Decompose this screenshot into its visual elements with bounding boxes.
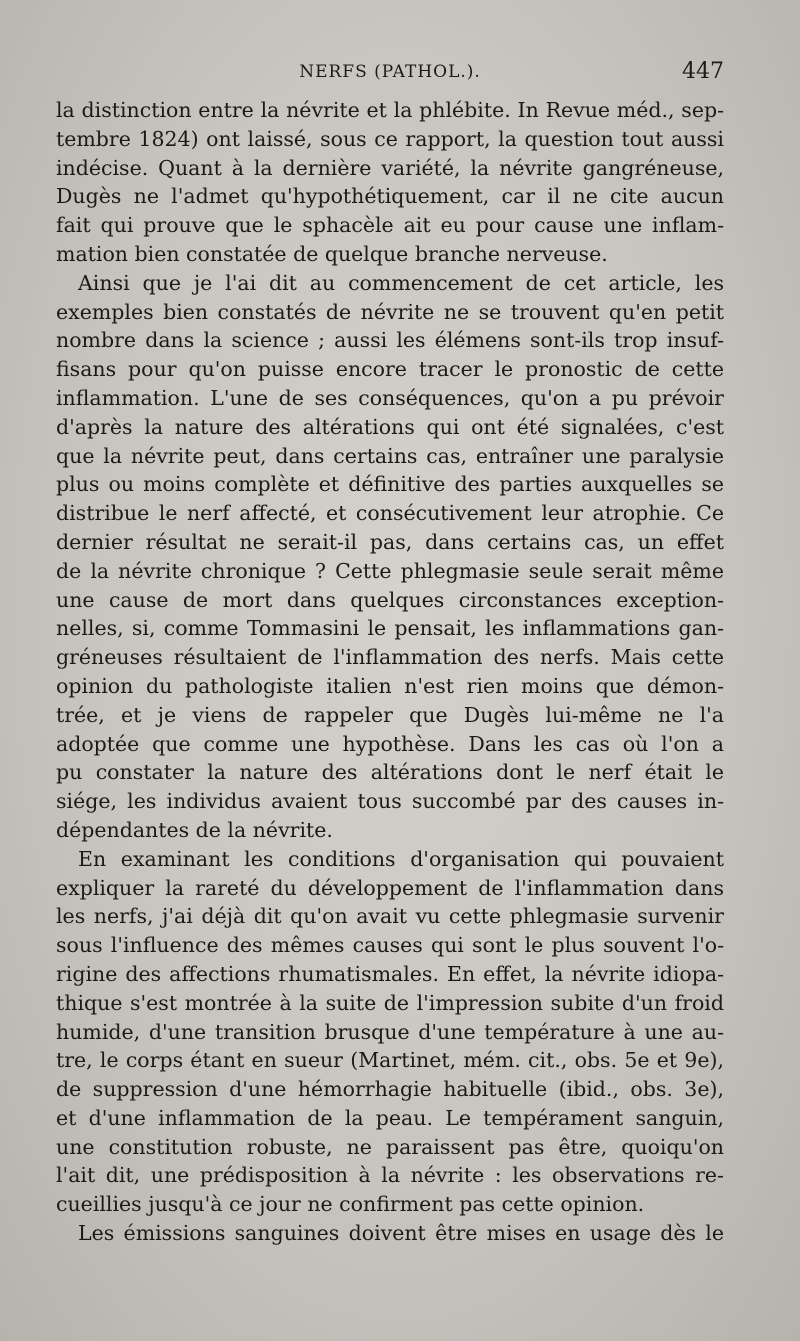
running-head: NERFS (PATHOL.). xyxy=(299,62,481,82)
text-line: tre, le corps étant en sueur (Martinet, mém. cit., obs. 5e et 9e), xyxy=(56,1048,724,1073)
text-line: distribue le nerf affecté, et consécutivement leur atrophie. Ce xyxy=(56,501,724,526)
text-line: gréneuses résultaient de l'inflammation des nerfs. Mais cette xyxy=(56,645,724,670)
text-line: dernier résultat ne serait-il pas, dans certains cas, un effet xyxy=(56,529,724,554)
text-line: de la névrite chronique ? Cette phlegmasie seule serait même xyxy=(56,558,724,583)
text-line: dépendantes de la névrite. xyxy=(56,817,333,842)
text-line: nombre dans la science ; aussi les élémens sont-ils trop insuf- xyxy=(56,328,724,353)
page-number: 447 xyxy=(682,59,724,84)
text-line: adoptée que comme une hypothèse. Dans les cas où l'on a xyxy=(56,731,724,756)
text-line: fisans pour qu'on puisse encore tracer le pronostic de cette xyxy=(56,357,724,382)
body-text xyxy=(56,96,724,1248)
text-line: les nerfs, j'ai déjà dit qu'on avait vu cette phlegmasie survenir xyxy=(56,904,724,929)
text-line: cueillies jusqu'à ce jour ne confirment pas cette opinion. xyxy=(56,1192,645,1217)
page-header xyxy=(56,59,724,92)
text-line: mation bien constatée de quelque branche nerveuse. xyxy=(56,241,608,266)
paragraph-first-line: Les émissions sanguines doivent être mises en usage dès le xyxy=(78,1221,724,1246)
text-line: nelles, si, comme Tommasini le pensait, les inflammations gan- xyxy=(56,616,724,641)
text-line: humide, d'une transition brusque d'une température à une au- xyxy=(56,1019,724,1044)
text-line: de suppression d'une hémorrhagie habituelle (ibid., obs. 3e), xyxy=(56,1077,724,1102)
text-line: opinion du pathologiste italien n'est rien moins que démon- xyxy=(56,673,724,698)
text-line: expliquer la rareté du développement de l'inflammation dans xyxy=(56,875,724,900)
text-line: pu constater la nature des altérations dont le nerf était le xyxy=(56,760,724,785)
text-line: une cause de mort dans quelques circonstances exception- xyxy=(56,587,724,612)
text-line: tembre 1824) ont laissé, sous ce rapport, la question tout aussi xyxy=(56,126,724,151)
text-line: exemples bien constatés de névrite ne se trouvent qu'en petit xyxy=(56,299,724,324)
text-line: et d'une inflammation de la peau. Le tempérament sanguin, xyxy=(56,1105,724,1130)
text-line: que la névrite peut, dans certains cas, entraîner une paralysie xyxy=(56,443,724,468)
text-line: la distinction entre la névrite et la phlébite. In Revue méd., sep- xyxy=(56,98,724,122)
paragraph-first-line: En examinant les conditions d'organisation qui pouvaient xyxy=(78,846,724,871)
text-line: une constitution robuste, ne paraissent pas être, quoiqu'on xyxy=(56,1134,724,1159)
text-line: Dugès ne l'admet qu'hypothétiquement, car il ne cite aucun xyxy=(56,184,724,209)
text-line: sous l'influence des mêmes causes qui sont le plus souvent l'o- xyxy=(56,933,724,958)
paragraph-first-line: Ainsi que je l'ai dit au commencement de cet article, les xyxy=(78,270,724,295)
text-line: d'après la nature des altérations qui ont été signalées, c'est xyxy=(56,414,724,439)
text-line: fait qui prouve que le sphacèle ait eu pour cause une inflam- xyxy=(56,213,724,238)
text-line: trée, et je viens de rappeler que Dugès lui-même ne l'a xyxy=(56,702,724,727)
text-line: inflammation. L'une de ses conséquences, qu'on a pu prévoir xyxy=(56,385,724,410)
text-line: siége, les individus avaient tous succombé par des causes in- xyxy=(56,789,724,814)
text-line: rigine des affections rhumatismales. En effet, la névrite idiopa- xyxy=(56,961,724,986)
text-line: indécise. Quant à la dernière variété, la névrite gangréneuse, xyxy=(56,155,724,180)
text-line: thique s'est montrée à la suite de l'impression subite d'un froid xyxy=(56,990,724,1015)
text-line: plus ou moins complète et définitive des parties auxquelles se xyxy=(56,472,724,497)
text-line: l'ait dit, une prédisposition à la névrite : les observations re- xyxy=(56,1163,724,1188)
